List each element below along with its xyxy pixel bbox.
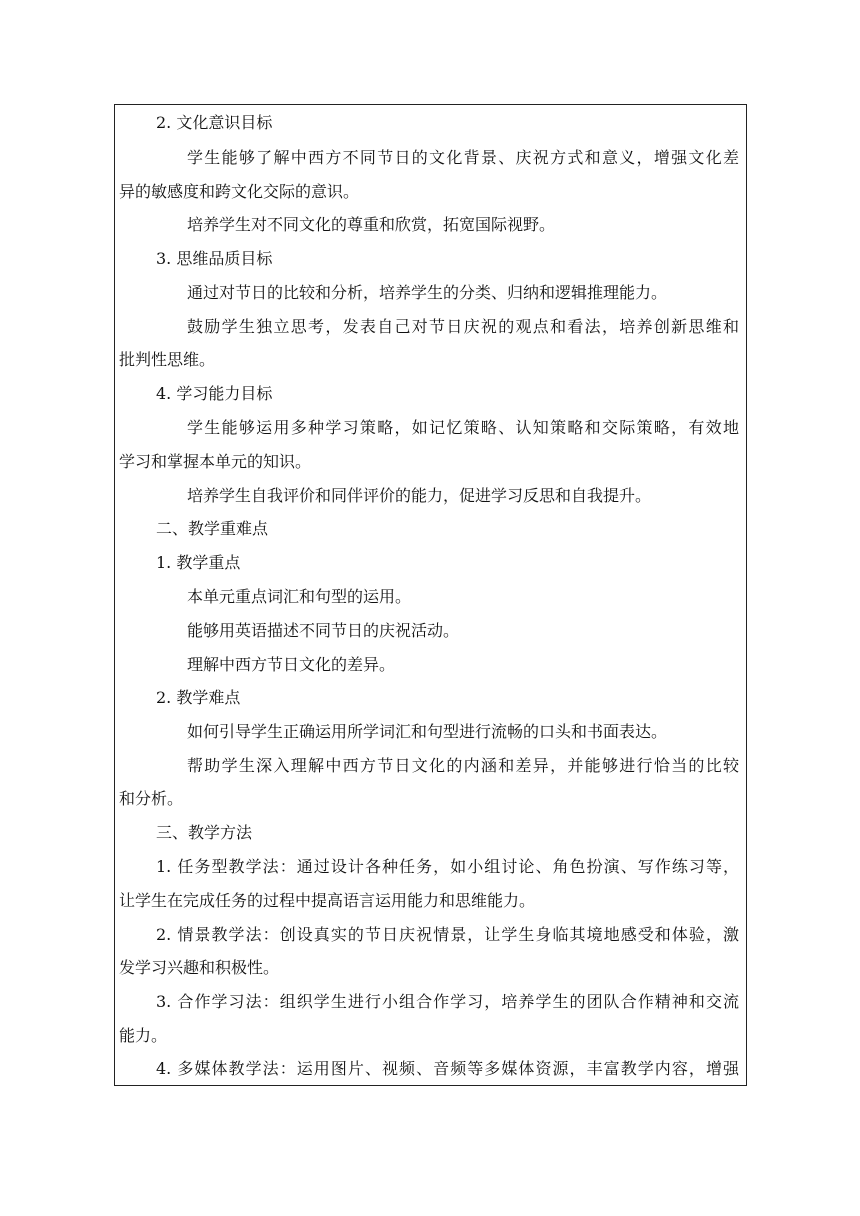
paragraph-line: 学生能够了解中西方不同节日的文化背景、庆祝方式和意义，增强文化差 [187, 148, 739, 167]
paragraph-line: 学生能够运用多种学习策略，如记忆策略、认知策略和交际策略，有效地 [187, 418, 739, 437]
paragraph-line: 能力。 [119, 1026, 168, 1045]
method-item-task-based: 1. 任务型教学法：通过设计各种任务，如小组讨论、角色扮演、写作练习等， [156, 857, 739, 876]
paragraph-line: 和分析。 [119, 789, 184, 808]
paragraph-line: 批判性思维。 [119, 350, 216, 369]
method-item-cooperative: 3. 合作学习法：组织学生进行小组合作学习，培养学生的团队合作精神和交流 [156, 992, 739, 1011]
paragraph-line: 通过对节日的比较和分析，培养学生的分类、归纳和逻辑推理能力。 [187, 283, 668, 302]
paragraph-line: 理解中西方节日文化的差异。 [187, 655, 396, 674]
paragraph-line: 学习和掌握本单元的知识。 [119, 452, 312, 471]
section-heading-teaching-methods: 三、教学方法 [156, 823, 253, 842]
method-item-situational: 2. 情景教学法：创设真实的节日庆祝情景，让学生身临其境地感受和体验，激 [156, 925, 739, 944]
section-heading-key-difficult-points: 二、教学重难点 [156, 519, 269, 538]
heading-teaching-focus: 1. 教学重点 [156, 553, 241, 572]
paragraph-line: 培养学生对不同文化的尊重和欣赏，拓宽国际视野。 [187, 215, 556, 234]
paragraph-line: 发学习兴趣和积极性。 [119, 958, 280, 977]
heading-thinking-quality-goal: 3. 思维品质目标 [156, 249, 273, 268]
method-item-multimedia: 4. 多媒体教学法：运用图片、视频、音频等多媒体资源，丰富教学内容，增强 [156, 1059, 739, 1078]
paragraph-line: 培养学生自我评价和同伴评价的能力，促进学习反思和自我提升。 [187, 486, 652, 505]
paragraph-line: 鼓励学生独立思考，发表自己对节日庆祝的观点和看法，培养创新思维和 [187, 317, 739, 336]
paragraph-line: 异的敏感度和跨文化交际的意识。 [119, 182, 360, 201]
paragraph-line: 让学生在完成任务的过程中提高语言运用能力和思维能力。 [119, 891, 536, 910]
paragraph-line: 如何引导学生正确运用所学词汇和句型进行流畅的口头和书面表达。 [187, 722, 668, 741]
paragraph-line: 本单元重点词汇和句型的运用。 [187, 587, 412, 606]
heading-culture-awareness-goal: 2. 文化意识目标 [156, 113, 273, 132]
heading-learning-ability-goal: 4. 学习能力目标 [156, 384, 273, 403]
heading-teaching-difficulty: 2. 教学难点 [156, 688, 241, 707]
paragraph-line: 帮助学生深入理解中西方节日文化的内涵和差异，并能够进行恰当的比较 [187, 756, 739, 775]
paragraph-line: 能够用英语描述不同节日的庆祝活动。 [187, 621, 460, 640]
